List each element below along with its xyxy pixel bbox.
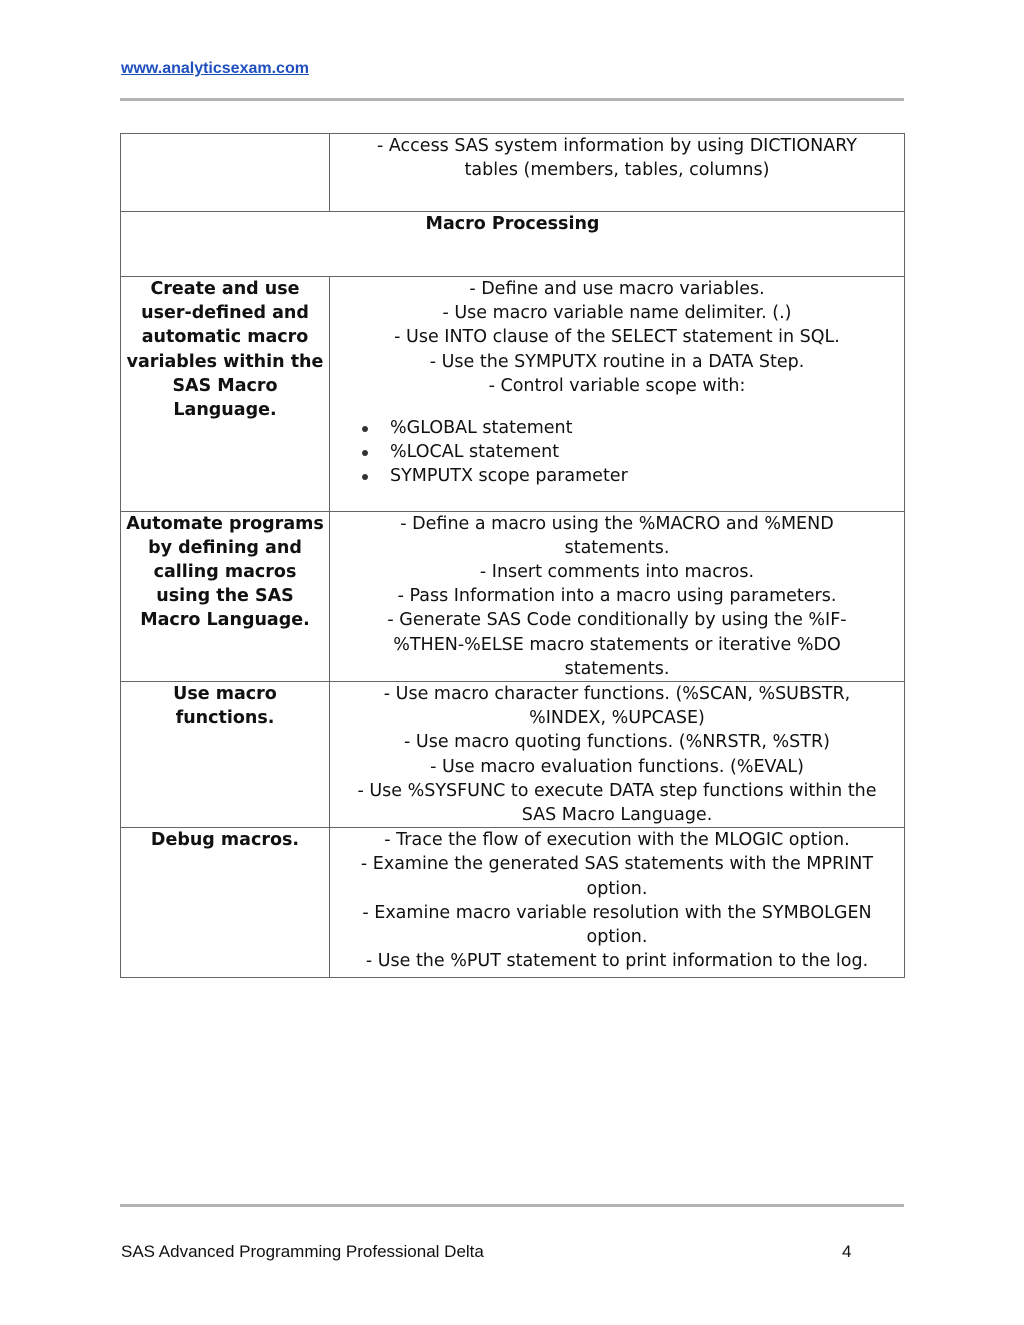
detail-line: %THEN-%ELSE macro statements or iterative %DO <box>393 634 841 655</box>
scope-bullet-list <box>330 416 904 489</box>
details-cell <box>330 828 905 978</box>
detail-line: - Use macro variable name delimiter. (.) <box>442 303 792 324</box>
objective-line: Create and use <box>150 279 300 299</box>
objective-cell <box>121 828 330 978</box>
detail-line: - Insert comments into macros. <box>479 562 755 583</box>
objective-cell <box>121 511 330 681</box>
detail-line: tables (members, tables, columns) <box>464 160 770 181</box>
objective-line: automatic macro <box>141 327 309 348</box>
objective-cell <box>121 134 330 212</box>
detail-line: - Use macro quoting functions. (%NRSTR, %STR) <box>404 732 830 753</box>
table-row <box>121 511 905 681</box>
exam-objectives-table <box>120 133 905 978</box>
section-title: Macro Processing <box>121 212 905 277</box>
table-row <box>121 828 905 978</box>
header-website-link[interactable]: www.analyticsexam.com <box>121 60 309 77</box>
objective-line: by defining and <box>148 537 302 558</box>
detail-line: - Use the SYMPUTX routine in a DATA Step. <box>429 351 805 372</box>
details-cell <box>330 511 905 681</box>
detail-line: statements. <box>564 537 670 558</box>
footer-divider <box>120 1204 904 1207</box>
detail-line: - Use %SYSFUNC to execute DATA step functions within the <box>357 780 877 801</box>
objective-line: Debug macros. <box>150 830 300 851</box>
detail-line: statements. <box>564 658 670 679</box>
objective-line: user-defined and <box>141 303 309 324</box>
footer-title: SAS Advanced Programming Professional Delta <box>121 1242 484 1261</box>
detail-line: option. <box>586 927 648 948</box>
objective-cell <box>121 682 330 828</box>
detail-line: - Examine the generated SAS statements with the MPRINT <box>360 854 874 875</box>
detail-line: %INDEX, %UPCASE) <box>529 708 705 729</box>
list-item <box>358 416 904 440</box>
section-row <box>121 212 905 277</box>
detail-line: - Define and use macro variables. <box>469 279 765 299</box>
page-number: 4 <box>842 1242 852 1261</box>
detail-line: option. <box>586 878 648 899</box>
list-item <box>358 464 904 488</box>
bullet-text: SYMPUTX scope parameter <box>390 466 628 487</box>
detail-line: - Control variable scope with: <box>488 375 746 396</box>
objective-cell <box>121 277 330 512</box>
details-cell <box>330 277 905 512</box>
objective-line: Language. <box>173 400 277 421</box>
objective-line: Use macro <box>173 684 277 705</box>
detail-line: SAS Macro Language. <box>521 805 713 826</box>
detail-line: - Use macro character functions. (%SCAN, %SUBSTR, <box>383 684 851 705</box>
detail-line: - Examine macro variable resolution with the SYMBOLGEN <box>362 902 872 923</box>
list-item <box>358 440 904 464</box>
detail-line: - Use the %PUT statement to print information to the log. <box>365 951 869 972</box>
objective-line: functions. <box>175 708 275 729</box>
objective-line: SAS Macro <box>172 375 278 396</box>
detail-line: - Access SAS system information by using DICTIONARY <box>377 136 857 156</box>
objective-line: Automate programs <box>126 513 324 534</box>
detail-line: - Pass Information into a macro using parameters. <box>397 586 837 607</box>
table-row <box>121 134 905 212</box>
details-cell <box>330 134 905 212</box>
bullet-text: %GLOBAL statement <box>390 418 573 439</box>
details-cell <box>330 682 905 828</box>
detail-line: - Trace the flow of execution with the MLOGIC option. <box>384 830 850 851</box>
objective-line: Macro Language. <box>140 610 310 631</box>
table-row <box>121 277 905 512</box>
table-row <box>121 682 905 828</box>
detail-line: - Define a macro using the %MACRO and %MEND <box>400 513 834 534</box>
bullet-text: %LOCAL statement <box>390 442 560 463</box>
detail-line: - Use macro evaluation functions. (%EVAL) <box>430 756 804 777</box>
detail-line: - Generate SAS Code conditionally by using the %IF- <box>387 610 847 631</box>
bullet-dot-icon <box>362 426 368 432</box>
bullet-dot-icon <box>362 450 368 456</box>
header-divider <box>120 98 904 101</box>
objective-line: variables within the <box>126 351 324 372</box>
objective-line: calling macros <box>153 562 297 583</box>
detail-line: - Use INTO clause of the SELECT statement in SQL. <box>394 327 840 348</box>
bullet-dot-icon <box>362 474 368 480</box>
objective-line: using the SAS <box>156 586 294 607</box>
